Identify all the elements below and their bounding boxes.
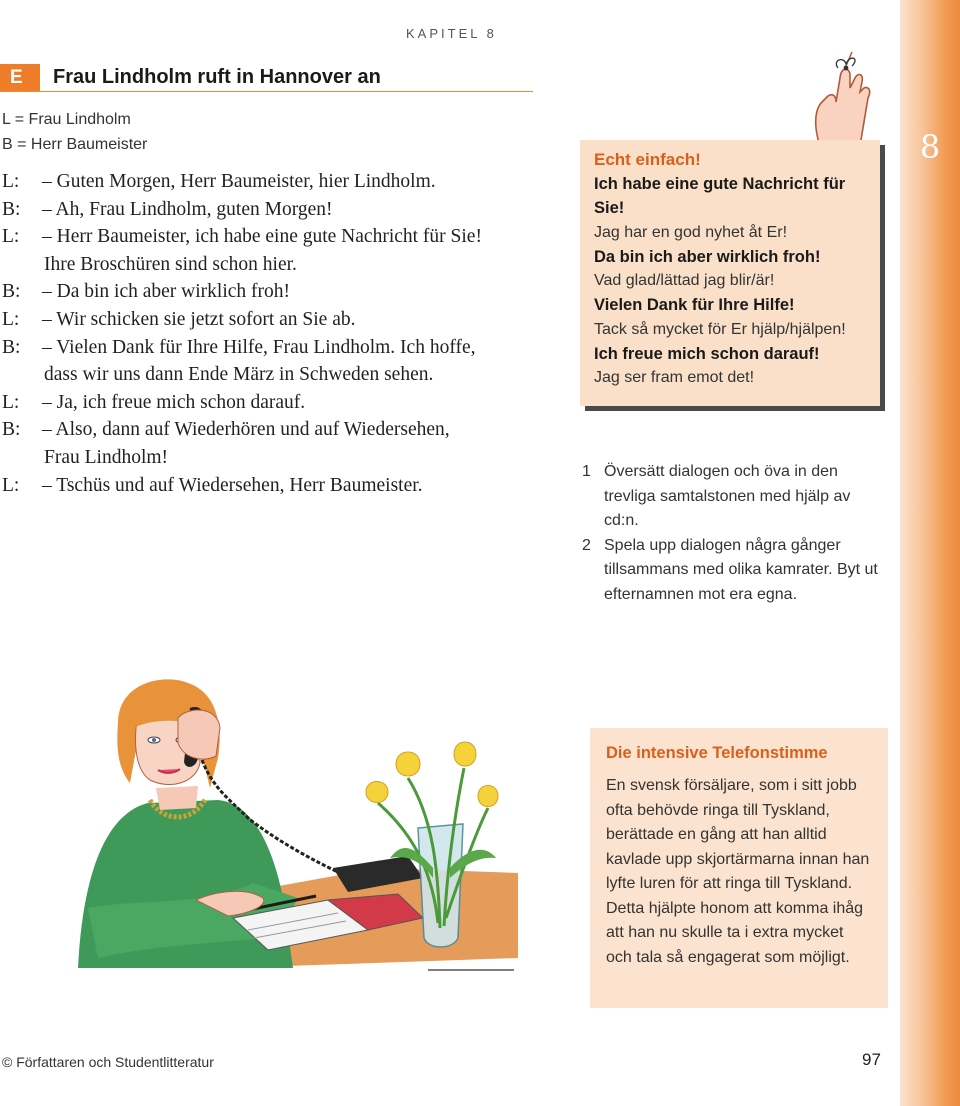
exercise-item — [582, 534, 882, 608]
exercise-text: Översätt dialogen och öva in den trevliga samtalstonen med hjälp av cd:n. — [604, 463, 851, 529]
info-box-title: Die intensive Telefonstimme — [606, 744, 828, 762]
dialogue-line — [2, 223, 542, 251]
dialogue-line — [2, 361, 542, 389]
phrase-german: Ich habe eine gute Nachricht für Sie! — [594, 175, 846, 218]
dialogue-text: – Herr Baumeister, ich habe eine gute Nachricht für Sie! — [42, 226, 482, 248]
exercise-item — [582, 460, 882, 534]
dialogue-text: dass wir uns dann Ende März in Schweden sehen. — [44, 364, 434, 386]
dialogue-speaker — [2, 444, 42, 472]
phrase-pairs — [594, 172, 866, 391]
phrase-swedish: Tack så mycket för Er hjälp/hjälpen! — [594, 320, 846, 338]
dialogue-speaker: L: — [2, 308, 20, 330]
dialogue-line — [2, 278, 542, 306]
phrase-german: Da bin ich aber wirklich froh! — [594, 247, 821, 266]
exercise-list — [582, 460, 882, 607]
dialogue-speaker: B: — [2, 198, 21, 220]
dialogue-line — [2, 389, 542, 417]
dialogue-line — [2, 334, 542, 362]
exercise-text: Spela upp dialogen några gånger tillsammans med olika kamrater. Byt ut efternamnen mot era egna. — [604, 536, 878, 603]
dialogue-text: – Wir schicken sie jetzt sofort an Sie ab. — [42, 308, 356, 330]
dialogue-speaker: L: — [2, 391, 20, 413]
dialogue-speaker — [2, 361, 42, 389]
phrase-swedish: Vad glad/lättad jag blir/är! — [594, 272, 775, 290]
dialogue-speaker: B: — [2, 281, 21, 303]
dialogue-speaker: L: — [2, 171, 20, 192]
dialogue-line — [2, 416, 542, 444]
section-header — [0, 64, 533, 92]
dialogue-line — [2, 444, 542, 472]
dialogue-speaker: B: — [2, 419, 21, 441]
dialogue-text: – Guten Morgen, Herr Baumeister, hier Lindholm. — [42, 171, 436, 192]
dialogue — [2, 168, 542, 499]
dialogue-text: – Also, dann auf Wiederhören und auf Wiedersehen, — [42, 419, 450, 441]
exercise-number: 1 — [582, 463, 591, 480]
dialogue-text: – Vielen Dank für Ihre Hilfe, Frau Lindholm. Ich hoffe, — [42, 336, 476, 358]
dialogue-text: Frau Lindholm! — [44, 446, 169, 468]
phrase-box — [580, 140, 880, 406]
phrase-german: Ich freue mich schon darauf! — [594, 345, 820, 364]
copyright: © Författaren och Studentlitteratur — [2, 1054, 214, 1070]
phrase-box-title: Echt einfach! — [594, 150, 701, 169]
dialogue-speaker — [2, 251, 42, 279]
legend-line: L = Frau Lindholm — [2, 111, 131, 128]
dialogue-line — [2, 196, 542, 224]
dialogue-line — [2, 472, 542, 500]
page-number: 97 — [862, 1050, 881, 1069]
dialogue-speaker: L: — [2, 226, 20, 248]
dialogue-text: Ihre Broschüren sind schon hier. — [44, 253, 297, 275]
section-letter: E — [0, 64, 40, 91]
phrase-german: Vielen Dank für Ihre Hilfe! — [594, 296, 795, 315]
info-box — [590, 728, 888, 1008]
dialogue-text: – Tschüs und auf Wiedersehen, Herr Baumeister. — [42, 474, 423, 496]
phrase-swedish: Jag ser fram emot det! — [594, 369, 755, 387]
speaker-legend — [2, 107, 147, 157]
chapter-label: KAPITEL 8 — [406, 26, 497, 41]
dialogue-line — [2, 251, 542, 279]
dialogue-line — [2, 168, 542, 196]
dialogue-speaker: B: — [2, 336, 21, 358]
info-box-body: En svensk försäljare, som i sitt jobb ofta behövde ringa till Tyskland, berättade en gång att han alltid kavlade upp skjortärmarna innan han lyfte luren för att ringa till Tyskland. Detta hjälpte honom att komma ihåg att han nu skulle ta i extra mycket och tala så engagerat som möjligt. — [606, 777, 870, 966]
woman-on-phone-illustration — [78, 668, 518, 978]
phrase-swedish: Jag har en god nyhet åt Er! — [594, 223, 788, 241]
chapter-tab: 8 — [919, 128, 941, 166]
legend-line: B = Herr Baumeister — [2, 136, 148, 153]
section-title: Frau Lindholm ruft in Hannover an — [53, 66, 381, 88]
dialogue-text: – Da bin ich aber wirklich froh! — [42, 281, 290, 303]
dialogue-speaker: L: — [2, 474, 20, 496]
dialogue-text: – Ja, ich freue mich schon darauf. — [42, 391, 306, 413]
dialogue-line — [2, 306, 542, 334]
dialogue-text: – Ah, Frau Lindholm, guten Morgen! — [42, 198, 333, 220]
exercise-number: 2 — [582, 536, 591, 554]
